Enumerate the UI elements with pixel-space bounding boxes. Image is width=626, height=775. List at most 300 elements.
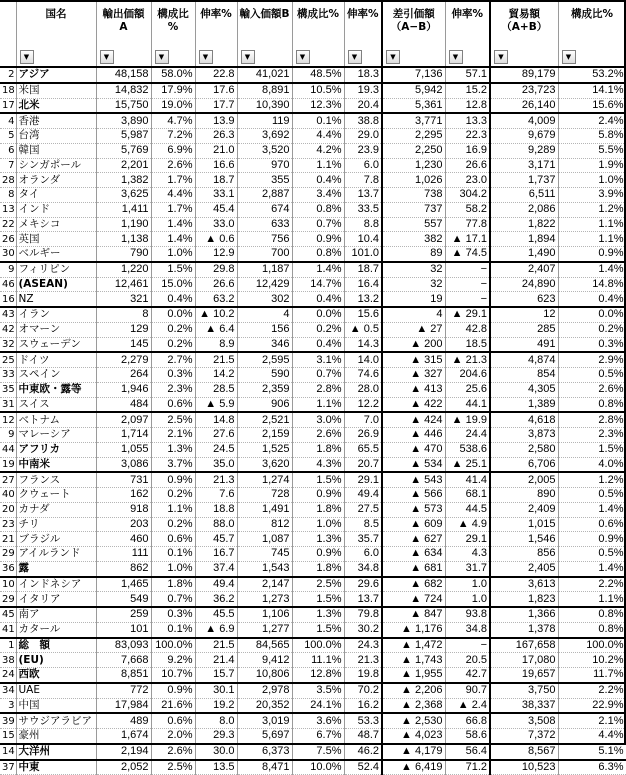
trade-share-cell[interactable]: 0.8%	[558, 607, 626, 622]
import-value-cell[interactable]: 5,697	[237, 729, 292, 744]
export-growth-cell[interactable]: ▲ 5.9	[195, 397, 237, 412]
import-growth-cell[interactable]: 38.8	[344, 113, 382, 128]
row-number-cell[interactable]: 36	[0, 561, 16, 576]
export-share-cell[interactable]: 0.4%	[151, 292, 195, 307]
import-value-cell[interactable]: 346	[237, 337, 292, 352]
trade-total-cell[interactable]: 17,080	[490, 653, 558, 668]
export-value-cell[interactable]: 162	[96, 488, 151, 503]
country-name-cell[interactable]: 西欧	[16, 668, 96, 683]
import-share-cell[interactable]: 0.4%	[292, 292, 344, 307]
balance-value-cell[interactable]: 2,250	[382, 143, 445, 158]
balance-growth-cell[interactable]: ▲ 2.4	[445, 698, 490, 713]
trade-total-cell[interactable]: 3,171	[490, 158, 558, 173]
country-name-cell[interactable]: フィリピン	[16, 262, 96, 277]
row-number-cell[interactable]: 38	[2, 654, 15, 666]
export-value-cell[interactable]: 5,769	[96, 143, 151, 158]
country-name-cell[interactable]: マレーシア	[16, 428, 96, 443]
row-number-cell[interactable]: 25	[0, 352, 16, 367]
row-number-cell[interactable]: 16	[0, 292, 16, 307]
export-growth-cell[interactable]: 30.1	[195, 683, 237, 698]
export-value-cell[interactable]: 1,465	[96, 577, 151, 592]
import-growth-cell[interactable]: 10.4	[344, 232, 382, 247]
trade-total-cell[interactable]: 285	[490, 322, 558, 337]
import-value-cell[interactable]: 2,147	[237, 577, 292, 592]
import-growth-cell[interactable]: 20.4	[344, 98, 382, 113]
balance-growth-cell[interactable]: 18.5	[445, 337, 490, 352]
country-name-cell[interactable]: 総 額	[16, 638, 96, 653]
import-share-cell[interactable]: 100.0%	[292, 638, 344, 653]
row-number-cell[interactable]: 33	[2, 369, 15, 381]
balance-value-cell[interactable]: 1,026	[382, 173, 445, 188]
export-growth-cell[interactable]: ▲ 6.9	[195, 622, 237, 637]
export-growth-cell[interactable]: 16.7	[195, 547, 237, 562]
trade-share-cell[interactable]: 1.1%	[558, 592, 626, 607]
import-growth-cell[interactable]: 35.7	[344, 532, 382, 547]
balance-value-cell[interactable]: ▲ 2,530	[382, 713, 445, 728]
trade-total-cell[interactable]: 1,378	[490, 622, 558, 637]
import-share-cell[interactable]: 11.1%	[292, 653, 344, 668]
balance-value-cell[interactable]: ▲ 2,206	[382, 683, 445, 698]
trade-total-cell[interactable]: 3,508	[490, 713, 558, 728]
balance-value-cell[interactable]: 738	[382, 188, 445, 203]
import-value-cell[interactable]: 745	[237, 547, 292, 562]
export-value-cell[interactable]: 8,851	[96, 668, 151, 683]
balance-growth-cell[interactable]: 41.4	[445, 472, 490, 487]
import-share-cell[interactable]: 0.9%	[292, 488, 344, 503]
import-share-cell[interactable]: 1.5%	[292, 622, 344, 637]
trade-share-cell[interactable]: 22.9%	[558, 698, 626, 713]
export-share-cell[interactable]: 21.6%	[151, 698, 195, 713]
import-growth-cell[interactable]: 13.7	[344, 592, 382, 607]
filter-dropdown-icon[interactable]: ▼	[296, 50, 310, 64]
country-name-cell[interactable]: 北米	[16, 98, 96, 113]
export-growth-cell[interactable]: 33.1	[195, 188, 237, 203]
import-share-cell[interactable]: 4.3%	[292, 457, 344, 472]
trade-share-cell[interactable]: 14.8%	[558, 277, 626, 292]
export-share-cell[interactable]: 0.7%	[151, 592, 195, 607]
row-number-cell[interactable]: 1	[0, 638, 16, 653]
balance-value-cell[interactable]: ▲ 681	[382, 561, 445, 576]
country-name-cell[interactable]: スウェーデン	[16, 337, 96, 352]
export-growth-cell[interactable]: 26.3	[195, 129, 237, 144]
export-growth-cell[interactable]: 28.5	[195, 382, 237, 397]
export-value-cell[interactable]: 3,890	[96, 113, 151, 128]
export-value-cell[interactable]: 918	[96, 502, 151, 517]
export-growth-cell[interactable]: ▲ 6.4	[195, 322, 237, 337]
export-value-cell[interactable]: 2,097	[96, 412, 151, 427]
trade-total-cell[interactable]: 2,005	[490, 472, 558, 487]
trade-total-cell[interactable]: 890	[490, 488, 558, 503]
import-value-cell[interactable]: 2,887	[237, 188, 292, 203]
export-share-cell[interactable]: 0.0%	[151, 307, 195, 322]
import-value-cell[interactable]: 302	[237, 292, 292, 307]
export-growth-cell[interactable]: 33.0	[195, 217, 237, 232]
balance-growth-cell[interactable]: 42.8	[445, 322, 490, 337]
import-share-cell[interactable]: 12.3%	[292, 98, 344, 113]
balance-growth-cell[interactable]: 22.3	[445, 129, 490, 144]
import-value-cell[interactable]: 3,620	[237, 457, 292, 472]
export-value-cell[interactable]: 321	[96, 292, 151, 307]
country-name-cell[interactable]: チリ	[16, 517, 96, 532]
country-name-cell[interactable]: フランス	[16, 472, 96, 487]
row-number-cell[interactable]: 22	[2, 218, 15, 230]
filter-dropdown-icon[interactable]: ▼	[155, 50, 169, 64]
import-value-cell[interactable]: 2,359	[237, 382, 292, 397]
balance-value-cell[interactable]: ▲ 609	[382, 517, 445, 532]
balance-growth-cell[interactable]: 29.1	[445, 532, 490, 547]
balance-value-cell[interactable]: ▲ 627	[382, 532, 445, 547]
export-share-cell[interactable]: 1.4%	[151, 232, 195, 247]
import-growth-cell[interactable]: 33.5	[344, 202, 382, 217]
trade-total-cell[interactable]: 623	[490, 292, 558, 307]
import-share-cell[interactable]: 2.5%	[292, 577, 344, 592]
trade-share-cell[interactable]: 1.5%	[558, 442, 626, 457]
filter-dropdown-icon[interactable]: ▼	[100, 50, 114, 64]
export-share-cell[interactable]: 58.0%	[151, 67, 195, 83]
row-number-cell[interactable]: 8	[0, 188, 16, 203]
country-name-cell[interactable]: シンガポール	[16, 158, 96, 173]
import-value-cell[interactable]: 156	[237, 322, 292, 337]
trade-total-cell[interactable]: 2,086	[490, 202, 558, 217]
trade-total-cell[interactable]: 89,179	[490, 67, 558, 83]
import-value-cell[interactable]: 906	[237, 397, 292, 412]
balance-growth-cell[interactable]: ▲ 25.1	[445, 457, 490, 472]
import-share-cell[interactable]: 1.3%	[292, 607, 344, 622]
balance-value-cell[interactable]: 5,942	[382, 83, 445, 98]
balance-value-cell[interactable]: 737	[382, 202, 445, 217]
row-number-cell[interactable]: 23	[2, 518, 15, 530]
country-name-cell[interactable]: 韓国	[16, 143, 96, 158]
country-name-cell[interactable]: イタリア	[16, 592, 96, 607]
balance-growth-cell[interactable]: 58.6	[445, 729, 490, 744]
import-share-cell[interactable]: 0.8%	[292, 202, 344, 217]
export-share-cell[interactable]: 9.2%	[151, 653, 195, 668]
import-value-cell[interactable]: 119	[237, 113, 292, 128]
country-name-cell[interactable]: アジア	[16, 67, 96, 83]
trade-share-cell[interactable]: 1.1%	[558, 232, 626, 247]
country-name-cell[interactable]: (EU)	[16, 653, 96, 668]
import-value-cell[interactable]: 1,106	[237, 607, 292, 622]
row-number-cell[interactable]: 28	[2, 174, 15, 186]
balance-value-cell[interactable]: 382	[382, 232, 445, 247]
country-name-cell[interactable]: UAE	[16, 683, 96, 698]
trade-share-cell[interactable]: 6.3%	[558, 760, 626, 775]
row-number-cell[interactable]: 14	[0, 744, 16, 760]
row-number-cell[interactable]: 13	[2, 204, 15, 216]
row-number-cell[interactable]: 37	[0, 760, 16, 775]
trade-share-cell[interactable]: 5.1%	[558, 744, 626, 760]
row-number-cell[interactable]: 19	[0, 457, 16, 472]
export-value-cell[interactable]: 1,714	[96, 428, 151, 443]
balance-growth-cell[interactable]: 204.6	[445, 368, 490, 383]
country-name-cell[interactable]: スペイン	[16, 368, 96, 383]
import-share-cell[interactable]: 2.8%	[292, 382, 344, 397]
balance-value-cell[interactable]: 32	[382, 262, 445, 277]
import-value-cell[interactable]: 812	[237, 517, 292, 532]
import-value-cell[interactable]: 1,543	[237, 561, 292, 576]
import-growth-cell[interactable]: 12.2	[344, 397, 382, 412]
export-share-cell[interactable]: 4.4%	[151, 188, 195, 203]
trade-total-cell[interactable]: 1,823	[490, 592, 558, 607]
import-growth-cell[interactable]: 16.4	[344, 277, 382, 292]
balance-growth-cell[interactable]: ▲ 74.5	[445, 247, 490, 262]
balance-value-cell[interactable]: ▲ 1,176	[382, 622, 445, 637]
country-name-cell[interactable]: タイ	[16, 188, 96, 203]
trade-total-cell[interactable]: 1,389	[490, 397, 558, 412]
import-share-cell[interactable]: 0.1%	[292, 113, 344, 128]
balance-growth-cell[interactable]: ▲ 19.9	[445, 412, 490, 427]
row-number-cell[interactable]: 30	[0, 247, 16, 262]
balance-value-cell[interactable]: ▲ 1,743	[382, 653, 445, 668]
import-growth-cell[interactable]: 8.8	[344, 217, 382, 232]
export-growth-cell[interactable]: ▲ 10.2	[195, 307, 237, 322]
country-name-cell[interactable]: サウジアラビア	[16, 713, 96, 728]
import-value-cell[interactable]: 84,565	[237, 638, 292, 653]
import-growth-cell[interactable]: 53.3	[344, 713, 382, 728]
balance-growth-cell[interactable]: 56.4	[445, 744, 490, 760]
import-value-cell[interactable]: 700	[237, 247, 292, 262]
import-share-cell[interactable]: 0.8%	[292, 247, 344, 262]
import-growth-cell[interactable]: 30.2	[344, 622, 382, 637]
export-share-cell[interactable]: 1.0%	[151, 561, 195, 576]
trade-total-cell[interactable]: 19,657	[490, 668, 558, 683]
balance-growth-cell[interactable]: 16.9	[445, 143, 490, 158]
balance-growth-cell[interactable]: 42.7	[445, 668, 490, 683]
balance-growth-cell[interactable]: 20.5	[445, 653, 490, 668]
import-share-cell[interactable]: 1.3%	[292, 532, 344, 547]
balance-value-cell[interactable]: ▲ 847	[382, 607, 445, 622]
export-share-cell[interactable]: 7.2%	[151, 129, 195, 144]
trade-share-cell[interactable]: 2.4%	[558, 113, 626, 128]
row-number-cell[interactable]: 9	[0, 262, 16, 277]
import-value-cell[interactable]: 633	[237, 217, 292, 232]
export-value-cell[interactable]: 772	[96, 683, 151, 698]
import-value-cell[interactable]: 8,891	[237, 83, 292, 98]
import-growth-cell[interactable]: 13.7	[344, 188, 382, 203]
row-number-cell[interactable]: 42	[2, 324, 15, 336]
export-growth-cell[interactable]: 24.5	[195, 442, 237, 457]
import-growth-cell[interactable]: 28.0	[344, 382, 382, 397]
export-value-cell[interactable]: 862	[96, 561, 151, 576]
import-share-cell[interactable]: 3.4%	[292, 188, 344, 203]
balance-value-cell[interactable]: ▲ 2,368	[382, 698, 445, 713]
filter-dropdown-icon[interactable]: ▼	[20, 50, 34, 64]
balance-growth-cell[interactable]: 304.2	[445, 188, 490, 203]
balance-value-cell[interactable]: ▲ 422	[382, 397, 445, 412]
export-share-cell[interactable]: 0.2%	[151, 488, 195, 503]
row-number-cell[interactable]: 7	[0, 158, 16, 173]
country-name-cell[interactable]: 中南米	[16, 457, 96, 472]
balance-growth-cell[interactable]: 12.8	[445, 98, 490, 113]
export-share-cell[interactable]: 19.0%	[151, 98, 195, 113]
import-value-cell[interactable]: 3,520	[237, 143, 292, 158]
balance-value-cell[interactable]: 557	[382, 217, 445, 232]
import-value-cell[interactable]: 3,019	[237, 713, 292, 728]
balance-growth-cell[interactable]: 93.8	[445, 607, 490, 622]
balance-value-cell[interactable]: ▲ 4,023	[382, 729, 445, 744]
balance-value-cell[interactable]: ▲ 1,472	[382, 638, 445, 653]
import-growth-cell[interactable]: ▲ 0.5	[344, 322, 382, 337]
trade-total-cell[interactable]: 3,613	[490, 577, 558, 592]
export-share-cell[interactable]: 1.0%	[151, 247, 195, 262]
import-share-cell[interactable]: 0.7%	[292, 217, 344, 232]
export-growth-cell[interactable]: 35.0	[195, 457, 237, 472]
balance-growth-cell[interactable]: ▲ 29.1	[445, 307, 490, 322]
country-name-cell[interactable]: 英国	[16, 232, 96, 247]
balance-growth-cell[interactable]: ▲ 17.1	[445, 232, 490, 247]
balance-growth-cell[interactable]: ▲ 4.9	[445, 517, 490, 532]
import-value-cell[interactable]: 8,471	[237, 760, 292, 775]
import-value-cell[interactable]: 590	[237, 368, 292, 383]
country-name-cell[interactable]: ブラジル	[16, 532, 96, 547]
balance-growth-cell[interactable]: 23.0	[445, 173, 490, 188]
import-growth-cell[interactable]: 16.2	[344, 698, 382, 713]
country-name-cell[interactable]: スイス	[16, 397, 96, 412]
balance-value-cell[interactable]: ▲ 573	[382, 502, 445, 517]
balance-growth-cell[interactable]: 44.1	[445, 397, 490, 412]
export-value-cell[interactable]: 2,201	[96, 158, 151, 173]
export-value-cell[interactable]: 1,411	[96, 202, 151, 217]
trade-share-cell[interactable]: 2.2%	[558, 683, 626, 698]
import-value-cell[interactable]: 674	[237, 202, 292, 217]
trade-total-cell[interactable]: 3,750	[490, 683, 558, 698]
row-number-cell[interactable]: 40	[2, 489, 15, 501]
import-share-cell[interactable]: 1.1%	[292, 158, 344, 173]
import-share-cell[interactable]: 3.1%	[292, 352, 344, 367]
export-growth-cell[interactable]: 21.4	[195, 653, 237, 668]
export-share-cell[interactable]: 0.1%	[151, 547, 195, 562]
country-name-cell[interactable]: 中東	[16, 760, 96, 775]
trade-share-cell[interactable]: 53.2%	[558, 67, 626, 83]
export-growth-cell[interactable]: 36.2	[195, 592, 237, 607]
country-name-cell[interactable]: イラン	[16, 307, 96, 322]
row-number-cell[interactable]: 29	[2, 548, 15, 560]
balance-value-cell[interactable]: 3,771	[382, 113, 445, 128]
country-name-cell[interactable]: 露	[16, 561, 96, 576]
country-name-cell[interactable]: ベルギー	[16, 247, 96, 262]
balance-value-cell[interactable]: ▲ 413	[382, 382, 445, 397]
trade-total-cell[interactable]: 26,140	[490, 98, 558, 113]
import-share-cell[interactable]: 14.7%	[292, 277, 344, 292]
row-number-cell[interactable]: 20	[2, 504, 15, 516]
import-growth-cell[interactable]: 101.0	[344, 247, 382, 262]
trade-share-cell[interactable]: 10.2%	[558, 653, 626, 668]
import-growth-cell[interactable]: 19.8	[344, 668, 382, 683]
export-growth-cell[interactable]: 18.8	[195, 502, 237, 517]
export-growth-cell[interactable]: 29.3	[195, 729, 237, 744]
trade-total-cell[interactable]: 4,618	[490, 412, 558, 427]
filter-dropdown-icon[interactable]: ▼	[348, 50, 362, 64]
row-number-cell[interactable]: 15	[0, 729, 16, 744]
trade-share-cell[interactable]: 2.6%	[558, 382, 626, 397]
country-name-cell[interactable]: ベトナム	[16, 412, 96, 427]
trade-share-cell[interactable]: 1.4%	[558, 262, 626, 277]
export-growth-cell[interactable]: 13.9	[195, 113, 237, 128]
filter-dropdown-icon[interactable]: ▼	[241, 50, 255, 64]
trade-share-cell[interactable]: 100.0%	[558, 638, 626, 653]
import-growth-cell[interactable]: 49.4	[344, 488, 382, 503]
export-growth-cell[interactable]: 14.8	[195, 412, 237, 427]
export-value-cell[interactable]: 1,946	[96, 382, 151, 397]
trade-total-cell[interactable]: 12	[490, 307, 558, 322]
balance-value-cell[interactable]: 7,136	[382, 67, 445, 83]
trade-share-cell[interactable]: 0.8%	[558, 397, 626, 412]
export-growth-cell[interactable]: ▲ 0.6	[195, 232, 237, 247]
trade-total-cell[interactable]: 4,874	[490, 352, 558, 367]
balance-value-cell[interactable]: 4	[382, 307, 445, 322]
import-share-cell[interactable]: 2.6%	[292, 428, 344, 443]
row-number-cell[interactable]: 29	[0, 592, 16, 607]
trade-total-cell[interactable]: 4,009	[490, 113, 558, 128]
export-growth-cell[interactable]: 45.5	[195, 607, 237, 622]
import-value-cell[interactable]: 6,373	[237, 744, 292, 760]
export-value-cell[interactable]: 460	[96, 532, 151, 547]
row-number-cell[interactable]: 32	[0, 337, 16, 352]
balance-growth-cell[interactable]: 77.8	[445, 217, 490, 232]
import-share-cell[interactable]: 1.4%	[292, 262, 344, 277]
export-growth-cell[interactable]: 8.0	[195, 713, 237, 728]
trade-share-cell[interactable]: 15.6%	[558, 98, 626, 113]
filter-dropdown-icon[interactable]: ▼	[494, 50, 508, 64]
export-value-cell[interactable]: 12,461	[96, 277, 151, 292]
export-share-cell[interactable]: 2.6%	[151, 158, 195, 173]
export-growth-cell[interactable]: 29.8	[195, 262, 237, 277]
trade-total-cell[interactable]: 10,523	[490, 760, 558, 775]
trade-share-cell[interactable]: 5.8%	[558, 129, 626, 144]
import-growth-cell[interactable]: 7.8	[344, 173, 382, 188]
export-value-cell[interactable]: 111	[96, 547, 151, 562]
export-value-cell[interactable]: 1,055	[96, 442, 151, 457]
trade-share-cell[interactable]: 2.2%	[558, 577, 626, 592]
import-growth-cell[interactable]: 6.0	[344, 158, 382, 173]
import-growth-cell[interactable]: 70.2	[344, 683, 382, 698]
import-growth-cell[interactable]: 24.3	[344, 638, 382, 653]
export-value-cell[interactable]: 203	[96, 517, 151, 532]
trade-share-cell[interactable]: 0.5%	[558, 368, 626, 383]
import-value-cell[interactable]: 10,806	[237, 668, 292, 683]
balance-value-cell[interactable]: ▲ 200	[382, 337, 445, 352]
export-growth-cell[interactable]: 15.7	[195, 668, 237, 683]
import-value-cell[interactable]: 2,595	[237, 352, 292, 367]
trade-share-cell[interactable]: 0.0%	[558, 307, 626, 322]
balance-growth-cell[interactable]: −	[445, 638, 490, 653]
balance-value-cell[interactable]: 89	[382, 247, 445, 262]
export-value-cell[interactable]: 264	[96, 368, 151, 383]
trade-share-cell[interactable]: 2.9%	[558, 352, 626, 367]
balance-value-cell[interactable]: ▲ 424	[382, 412, 445, 427]
export-value-cell[interactable]: 484	[96, 397, 151, 412]
import-value-cell[interactable]: 3,692	[237, 129, 292, 144]
import-growth-cell[interactable]: 26.9	[344, 428, 382, 443]
row-number-cell[interactable]: 17	[0, 98, 16, 113]
import-value-cell[interactable]: 1,187	[237, 262, 292, 277]
export-value-cell[interactable]: 8	[96, 307, 151, 322]
row-number-cell[interactable]: 34	[0, 683, 16, 698]
import-growth-cell[interactable]: 18.7	[344, 262, 382, 277]
import-share-cell[interactable]: 10.5%	[292, 83, 344, 98]
export-growth-cell[interactable]: 63.2	[195, 292, 237, 307]
export-value-cell[interactable]: 145	[96, 337, 151, 352]
import-share-cell[interactable]: 7.5%	[292, 744, 344, 760]
balance-growth-cell[interactable]: 44.5	[445, 502, 490, 517]
export-share-cell[interactable]: 2.5%	[151, 412, 195, 427]
import-value-cell[interactable]: 41,021	[237, 67, 292, 83]
filter-dropdown-icon[interactable]: ▼	[562, 50, 576, 64]
balance-growth-cell[interactable]: 57.1	[445, 67, 490, 83]
export-value-cell[interactable]: 7,668	[96, 653, 151, 668]
trade-total-cell[interactable]: 856	[490, 547, 558, 562]
import-growth-cell[interactable]: 27.5	[344, 502, 382, 517]
